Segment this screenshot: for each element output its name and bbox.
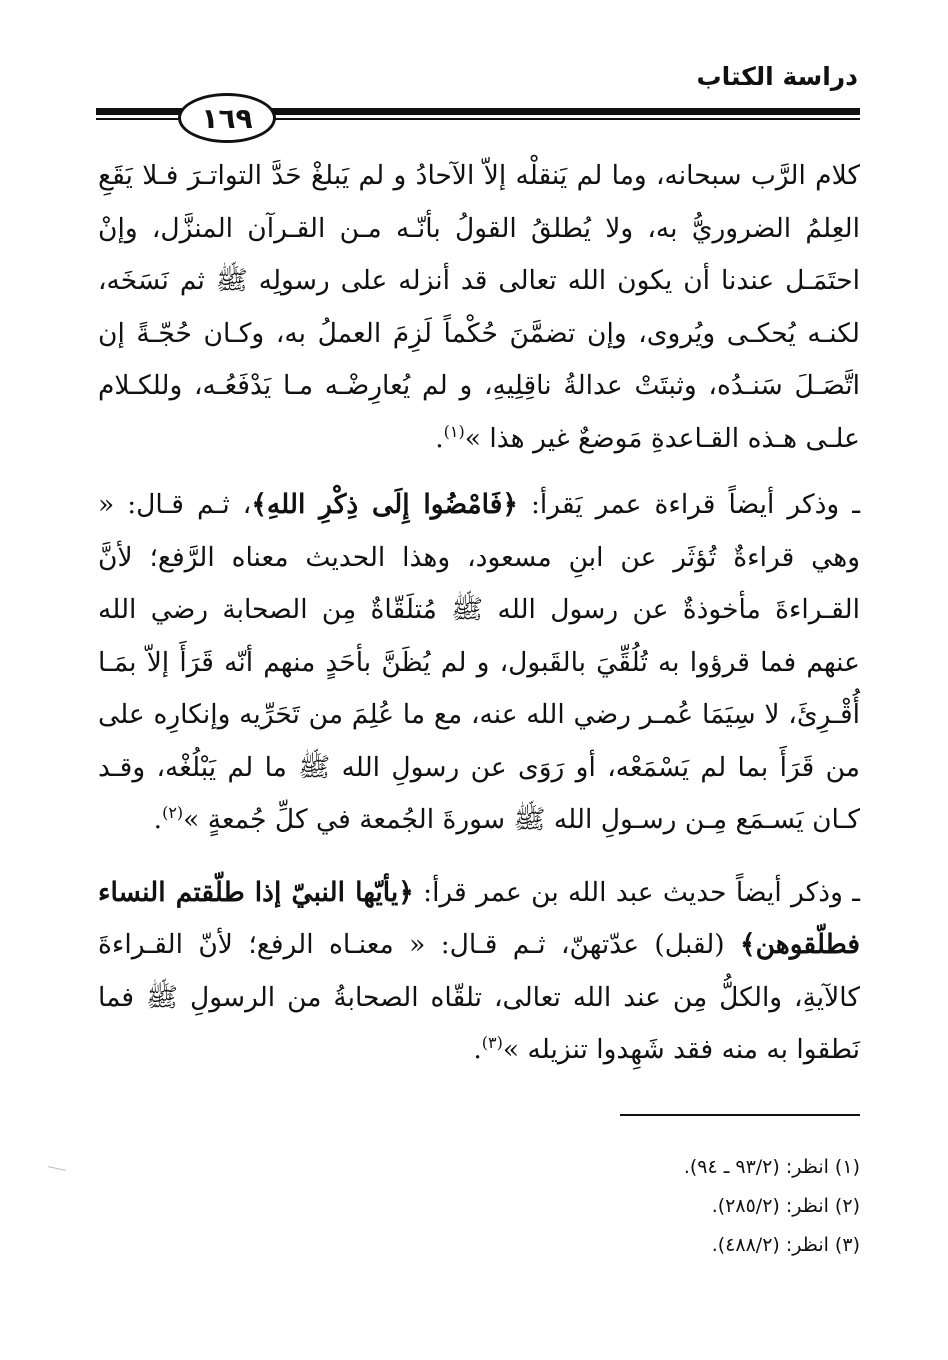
paragraph-2-intro: ـ وذكر أيضاً قراءة عمر يَقرأ: (517, 489, 860, 520)
scan-artifact (48, 1166, 66, 1171)
paragraph-3-end: . (473, 1034, 482, 1065)
quran-verse-1: ﴿فَامْضُوا إِلَى ذِكْرِ اللهِ﴾ (251, 489, 518, 520)
footnote-separator (620, 1114, 860, 1116)
footnote-1: (١) انظر: (٩٣/٢ ـ ٩٤). (683, 1156, 860, 1178)
footnote-3: (٣) انظر: (٤٨٨/٢). (711, 1234, 860, 1256)
footnote-ref-2: (٢) (162, 803, 184, 823)
paragraph-1-end: . (435, 422, 444, 454)
paragraph-1 (98, 150, 860, 465)
paragraph-2-text: ، ثـم قـال: « وهي قراءةٌ تُؤثَر عن ابنِ مسعود، وهذا الحديث معناه الرَّفع؛ لأنَّ القـراءةَ مأخوذةٌ عن رسول الله ﷺ مُتلَقّاةٌ مِن الصحابة رضي الله عنهم فما قرؤوا به تُلُقِّيَ بالقَبول، و لم يُظَنَّ بأحَدٍ منهم أنّه قَرَأَ إلاّ بمَـا أُقْـرِئَ، لا سِيَمَا عُمـر رضي الله عنه، مع ما عُلِمَ من تَحَرِّيه وإنكارِه على من قَرَأَ بما لم يَسْمَعْه، أو رَوَى عن رسولِ الله ﷺ ما لم يَبْلُغْه، وقـد كـان يَسـمَع مِـن رسـولِ الله ﷺ سورةَ الجُمعة في كلِّ جُمعةٍ » (98, 489, 860, 835)
paragraph-2 (98, 479, 860, 847)
paragraph-1-text: كلام الرَّب سبحانه، وما لم يَنقلْه إلاّ الآحادُ و لم يَبلغْ حَدَّ التواتـرَ فـلا يَقَعِ العِلمُ الضروريُّ به، ولا يُطلقُ القولُ بأنّـه مـن القـرآن المنزَّل، وإنْ احتَمَـل عندنا أن يكون الله تعالى قد أنزله على رسولِه ﷺ ثم نَسَخَه، لكنـه يُحكـى ويُروى، وإن تضمَّنَ حُكْماً لَزِمَ العملُ به، وكـان حُجّـةً إن اتَّصَـلَ سَنـدُه، وثبتَتْ عدالةُ ناقِلِيهِ، و لم يُعارِضْـه مـا يَدْفَعُـه، وللكـلام علـى هـذه القـاعدةِ مَوضعٌ غير هذا » (98, 160, 860, 454)
footnote-2: (٢) انظر: (٢٨٥/٢). (711, 1195, 860, 1217)
footnote-ref-3: (٣) (481, 1033, 503, 1053)
paragraph-3 (98, 867, 860, 1077)
footnotes (684, 1148, 860, 1265)
footnote-ref-1: (١) (443, 421, 465, 441)
quran-verse-2: ﴿يأيّها النبيّ إذا طلّقتم النساء فطلّقوهن﴾ (98, 876, 860, 960)
running-head: دراسة الكتاب (696, 62, 858, 91)
paragraph-3-text: (لقبل) عدّتهنّ، ثـم قـال: « معنـاه الرفع؛ لأنّ القـراءةَ كالآيةِ، والكلُّ مِن عند الله تعالى، تلقّاه الصحابةُ من الرسولِ ﷺ فما نَطقوا به منه فقد شَهِدوا تنزيله » (98, 929, 860, 1065)
paragraph-3-intro: ـ وذكر أيضاً حديث عبد الله بن عمر قرأ: (413, 876, 860, 908)
page-number: ١٦٩ (178, 93, 276, 143)
main-text (98, 150, 860, 1097)
paragraph-2-end: . (153, 804, 163, 835)
